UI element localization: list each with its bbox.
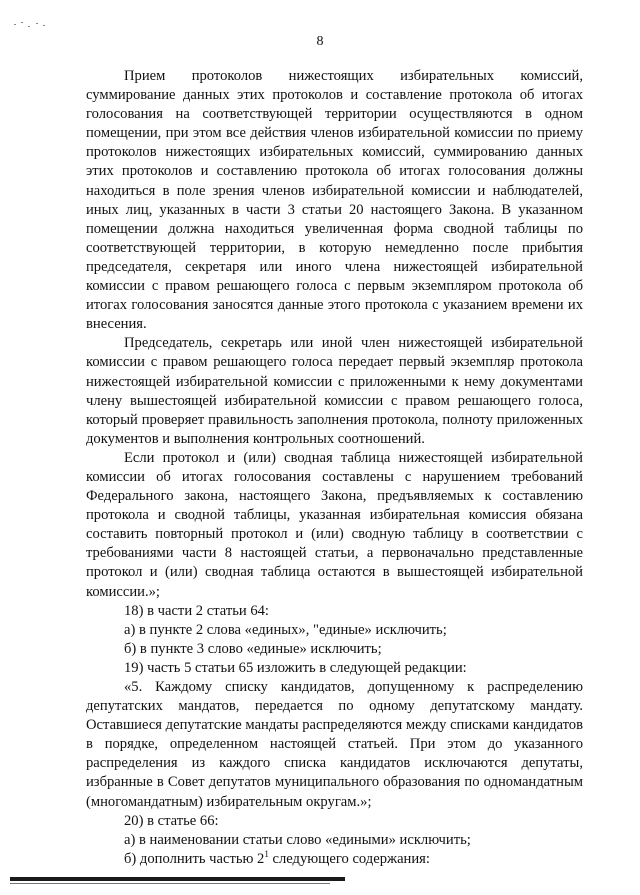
list-item: 18) в части 2 статьи 64: (124, 602, 269, 619)
list-item: 19) часть 5 статьи 65 изложить в следующей редакции: (124, 659, 467, 676)
list-item: а) в наименовании статьи слово «едиными» исключить; (124, 831, 471, 848)
paragraph: Председатель, секретарь или иной член нижестоящей избирательной комиссии с правом решающего голоса передает первый экземпляр протокола нижестоящей избирательной комиссии с приложенными к нему документами члену вышестоящей избирательной комиссии с правом решающего голоса, который проверяет правильность заполнения протокола, полноту приложенных документов и выполнения контрольных соотношений. (86, 335, 583, 447)
scan-edge-line (10, 883, 330, 884)
paragraph: Прием протоколов нижестоящих избирательных комиссий, суммирование данных этих протоколов и составление протокола об итогах голосования на соответствующей территории осуществляются в одном помещении, при этом все действия членов избирательной комиссии по приему протоколов нижестоящих избирательных комиссий, суммированию данных этих протоколов и составлению протокола об итогах голосования должны находиться в поле зрения членов избирательной комиссии и наблюдателей, иных лиц, указанных в части 3 статьи 20 настоящего Закона. В указанном помещении должна находиться увеличенная форма сводной таблицы по соответствующей территории, в которую немедленно после прибытия председателя, секретаря или иного члена нижестоящей избирательной комиссии с правом решающего голоса с первым экземпляром протокола об итогах голосования заносятся данные этого протокола с указанием времени их внесения. (86, 68, 583, 333)
list-item: б) в пункте 3 слово «единые» исключить; (124, 640, 382, 657)
scan-edge-bar (10, 877, 345, 881)
list-item-text: следующего содержания: (268, 850, 430, 867)
list-item-text: б) дополнить частью 2 (124, 850, 265, 867)
document-body (86, 67, 583, 869)
page-number: 8 (316, 34, 324, 49)
paragraph: Если протокол и (или) сводная таблица нижестоящей избирательной комиссии об итогах голосования составлены с нарушением требований Федерального закона, настоящего Закона, предъявляемых к составлению протокола и сводной таблицы, указанная избирательная комиссия обязана составить повторный протокол и (или) сводную таблицу в соответствии с требованиями части 8 настоящей статьи, а первоначально представленные протокол и (или) сводная таблица остаются в вышестоящей избирательной комиссии.»; (86, 449, 583, 600)
scan-specks (12, 20, 52, 32)
superscript: 1 (264, 848, 269, 859)
list-item: а) в пункте 2 слова «единых», "единые» исключить; (124, 621, 447, 638)
paragraph: «5. Каждому списку кандидатов, допущенному к распределению депутатских мандатов, передается по одному депутатскому мандату. Оставшиеся депутатские мандаты распределяются между списками кандидатов в порядке, определенном настоящей статьей. При этом до указанного распределения из каждого списка кандидатов исключаются депутаты, избранные в Совет депутатов муниципального образования по одномандатным (многомандатным) избирательным округам.»; (86, 679, 583, 810)
list-item: 20) в статье 66: (124, 812, 219, 829)
list-item (86, 850, 583, 869)
